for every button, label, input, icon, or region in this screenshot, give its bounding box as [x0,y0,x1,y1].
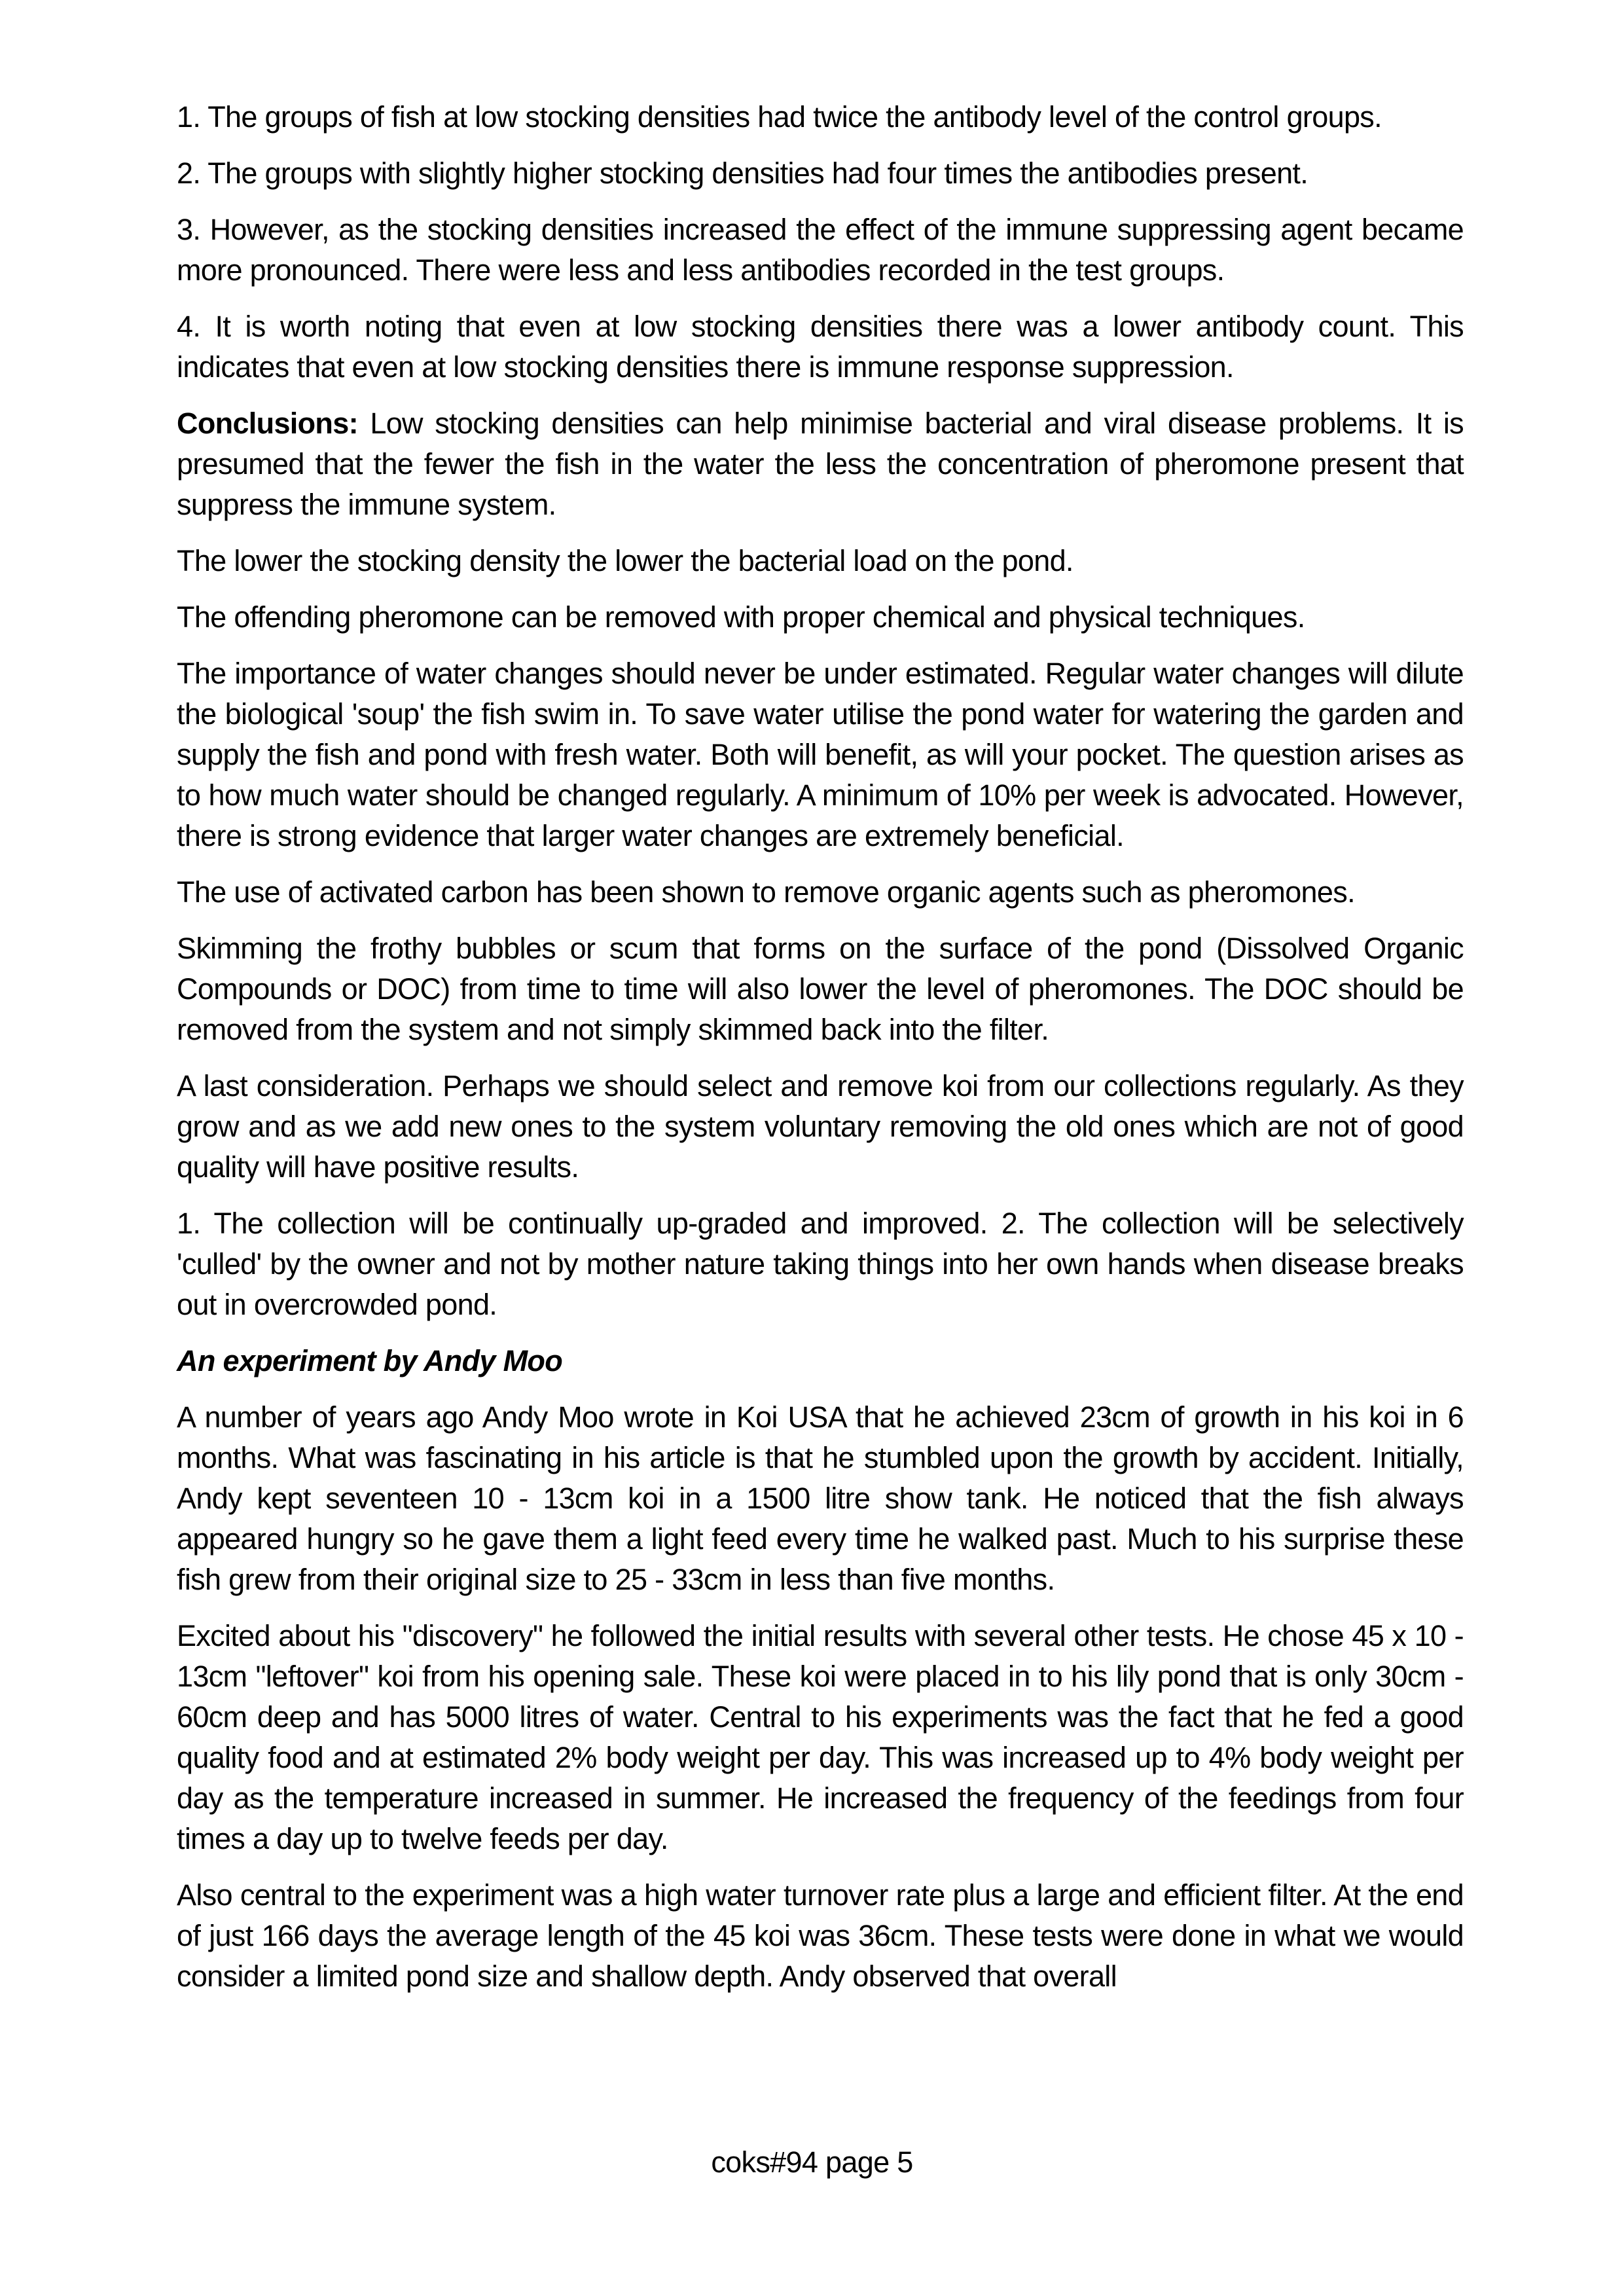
paragraph-last-consideration: A last consideration. Perhaps we should select and remove koi from our collections regularly. As they grow and as we add new ones to the system voluntary removing the old ones which are not of good quality will have positive results. [177,1069,1464,1184]
paragraph-collection-culling: 1. The collection will be continually up-graded and improved. 2. The collection will be selectively 'culled' by the owner and not by mother nature taking things into her own hands when disease breaks out in overcrowded pond. [177,1207,1464,1321]
paragraph-conclusions [177,403,1464,525]
paragraph-andy-moo-tests: Excited about his "discovery" he followed the initial results with several other tests. He chose 45 x 10 - 13cm "leftover" koi from his opening sale. These koi were placed in to his lily pond that is only 30cm - 60cm deep and has 5000 litres of water. Central to his experiments was the fact that he fed a good quality food and at estimated 2% body weight per day. This was increased up to 4% body weight per day as the temperature increased in summer. He increased the frequency of the feedings from four times a day up to twelve feeds per day. [177,1619,1464,1855]
paragraph-andy-moo-intro: A number of years ago Andy Moo wrote in Koi USA that he achieved 23cm of growth in his koi in 6 months. What was fascinating in his article is that he stumbled upon the growth by accident. Initially, Andy kept seventeen 10 - 13cm koi in a 1500 litre show tank. He noticed that the fish always appeared hungry so he gave them a light feed every time he walked past. Much to his surprise these fish grew from their original size to 25 - 33cm in less than five months. [177,1400,1464,1596]
paragraph-water-changes: The importance of water changes should never be under estimated. Regular water changes will dilute the biological 'soup' the fish swim in. To save water utilise the pond water for watering the garden and supply the fish and pond with fresh water. Both will benefit, as will your pocket. The question arises as to how much water should be changed regularly. A minimum of 10% per week is advocated. However, there is strong evidence that larger water changes are extremely beneficial. [177,657,1464,852]
paragraph-finding-2: 2. The groups with slightly higher stocking densities had four times the antibodies present. [177,156,1308,190]
paragraph-finding-3: 3. However, as the stocking densities increased the effect of the immune suppressing agent became more pronounced. There were less and less antibodies recorded in the test groups. [177,213,1464,287]
paragraph-finding-1: 1. The groups of fish at low stocking densities had twice the antibody level of the control groups. [177,100,1382,134]
paragraph-pheromone-removal: The offending pheromone can be removed with proper chemical and physical techniques. [177,600,1305,634]
paragraph-andy-moo-results: Also central to the experiment was a high water turnover rate plus a large and efficient filter. At the end of just 166 days the average length of the 45 koi was 36cm. These tests were done in what we would consider a limited pond size and shallow depth. Andy observed that overall [177,1878,1464,1993]
page-body-text [177,97,1464,2013]
page-footer: coks#94 page 5 [711,2145,913,2179]
paragraph-finding-4: 4. It is worth noting that even at low stocking densities there was a lower antibody count. This indicates that even at low stocking densities there is immune response suppression. [177,310,1464,384]
paragraph-stocking-density: The lower the stocking density the lower the bacterial load on the pond. [177,544,1074,577]
section-heading-andy-moo: An experiment by Andy Moo [177,1344,563,1377]
conclusions-label: Conclusions: [177,407,358,440]
paragraph-skimming-doc: Skimming the frothy bubbles or scum that forms on the surface of the pond (Dissolved Organic Compounds or DOC) from time to time will also lower the level of pheromones. The DOC should be removed from the system and not simply skimmed back into the filter. [177,932,1464,1046]
paragraph-activated-carbon: The use of activated carbon has been shown to remove organic agents such as pheromones. [177,875,1355,909]
conclusions-body: Low stocking densities can help minimise bacterial and viral disease problems. It is presumed that the fewer the fish in the water the less the concentration of pheromone present that suppress the immune system. [177,407,1464,521]
